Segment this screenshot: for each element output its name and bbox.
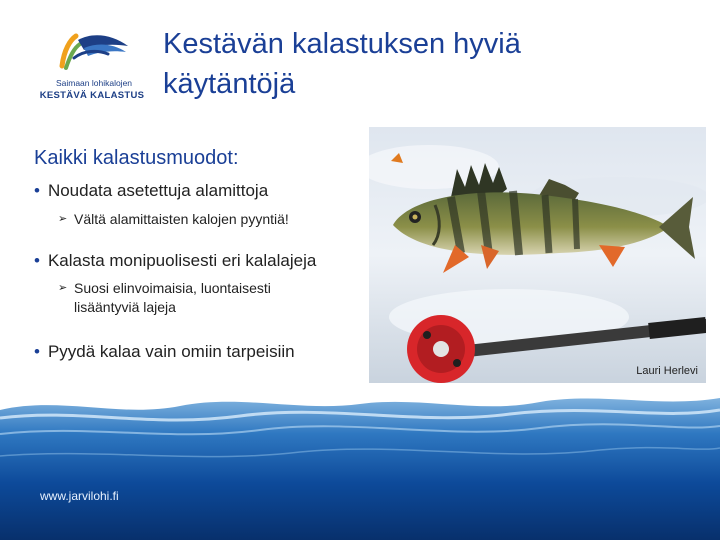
bullet-text: Pyydä kalaa vain omiin tarpeisiin [47,342,295,361]
photo-credit: Lauri Herlevi [636,365,698,377]
bullet-dot-icon: • [34,181,40,200]
section-heading: Kaikki kalastusmuodot: [34,147,239,169]
title-line1: Kestävän kalastuksen hyviä [163,28,521,60]
footer-website-link[interactable]: www.jarvilohi.fi [40,489,119,503]
bullet-text: Kalasta monipuolisesti eri kalalajeja [47,251,317,270]
bullet-item [34,181,268,201]
perch-photo-illustration [369,127,706,383]
bullet-text: Noudata asetettuja alamittoja [47,181,269,200]
logo [30,28,150,106]
bullet-item [34,251,316,271]
water-wave-banner [0,378,720,540]
logo-text-line1: Saimaan lohikalojen [55,78,133,88]
page-title [163,24,683,104]
sub-bullet-text: lisääntyviä lajeja [74,299,176,315]
bullet-item [34,342,295,362]
bullet-dot-icon: • [34,342,40,361]
bullet-dot-icon: • [34,251,40,270]
perch-photo [369,127,706,383]
title-line2: käytäntöjä [163,68,296,100]
fish-logo-icon [54,28,134,76]
arrow-bullet-icon: ➢ [58,282,68,294]
logo-text-line2: KESTÄVÄ KALASTUS [39,90,145,101]
sub-bullet-item [58,279,271,317]
sub-bullet-item [58,210,289,229]
sub-bullet-text: Suosi elinvoimaisia, luontaisesti [74,280,271,296]
sub-bullet-text: Vältä alamittaisten kalojen pyyntiä! [74,211,289,227]
arrow-bullet-icon: ➢ [58,213,68,225]
